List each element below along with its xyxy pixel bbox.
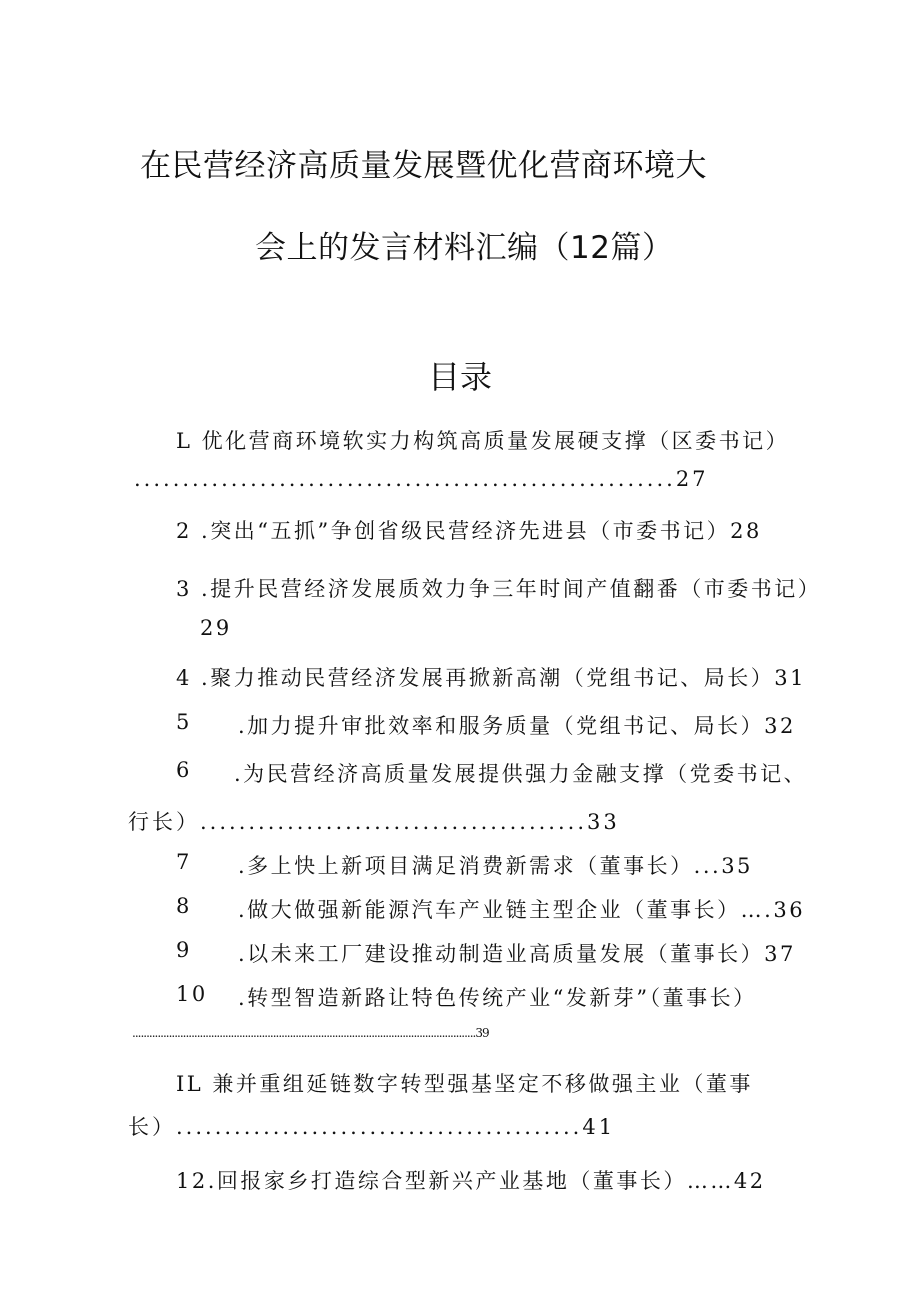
toc-entry-10-leader: ..........................................................................................................................39 [132, 1026, 489, 1040]
toc-entry-10-text: .转型智造新路让特色传统产业“发新芽”（董事长） [238, 986, 757, 1010]
toc-entry-9-text: .以未来工厂建设推动制造业高质量发展（董事长）37 [238, 942, 796, 966]
toc-entry-12-text: 12.回报家乡打造综合型新兴产业基地（董事长）……42 [176, 1169, 766, 1193]
toc-entry-3-page: 29 [200, 616, 232, 640]
toc-entry-9-number: 9 [176, 938, 192, 962]
toc-entry-6-number: 6 [176, 758, 192, 782]
toc-entry-6-continuation: 行长）........................................33 [128, 810, 620, 834]
toc-entry-4-text: 4 .聚力推动民营经济发展再掀新高潮（党组书记、局长）31 [176, 666, 806, 690]
toc-entry-11-text: IL 兼并重组延链数字转型强基坚定不移做强主业（董事 [176, 1072, 753, 1096]
toc-entry-5-text: .加力提升审批效率和服务质量（党组书记、局长）32 [238, 714, 796, 738]
toc-entry-2-text: 2 .突出“五抓”争创省级民营经济先进县（市委书记）28 [176, 519, 762, 543]
toc-entry-1-leader: ........................................................27 [134, 467, 709, 491]
toc-entry-8-text: .做大做强新能源汽车产业链主型企业（董事长）….36 [238, 898, 806, 922]
toc-entry-1-text: L 优化营商环境软实力构筑高质量发展硬支撑（区委书记） [176, 429, 790, 453]
toc-entry-7-text: .多上快上新项目满足消费新需求（董事长）...35 [238, 854, 753, 878]
document-title-line-2: 会上的发言材料汇编（12篇） [255, 230, 674, 266]
toc-entry-8-number: 8 [176, 894, 192, 918]
document-title-line-1: 在民营经济高质量发展暨优化营商环境大 [140, 148, 707, 184]
toc-entry-10-number: 10 [176, 982, 208, 1006]
toc-entry-7-number: 7 [176, 850, 192, 874]
toc-entry-5-number: 5 [176, 710, 192, 734]
toc-entry-6-text: .为民营经济高质量发展提供强力金融支撑（党委书记、 [234, 762, 808, 786]
toc-heading: 目录 [427, 358, 492, 396]
toc-entry-3-text: 3 .提升民营经济发展质效力争三年时间产值翻番（市委书记） [176, 577, 822, 601]
toc-entry-11-continuation: 长）..........................................41 [128, 1115, 616, 1139]
